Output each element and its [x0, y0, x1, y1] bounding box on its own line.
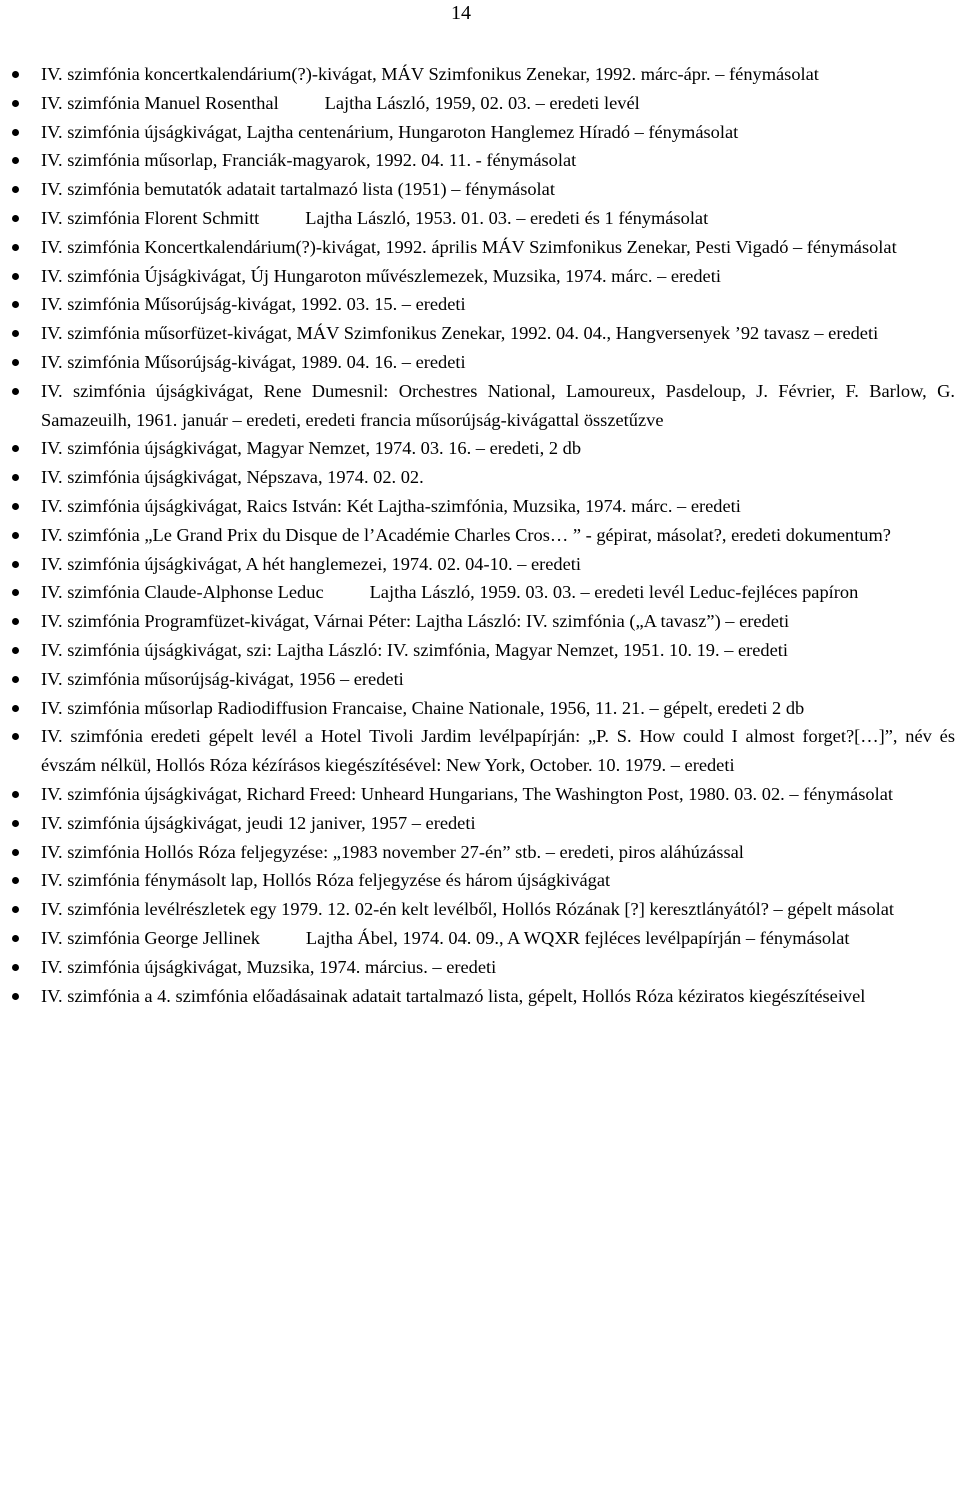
list-item: IV. szimfónia bemutatók adatait tartalmazó lista (1951) – fénymásolat: [0, 175, 955, 204]
list-item: IV. szimfónia újságkivágat, Richard Freed: Unheard Hungarians, The Washington Post, 1980. 03. 02. – fénymásolat: [0, 780, 955, 809]
list-item: IV. szimfónia újságkivágat, Rene Dumesnil: Orchestres National, Lamoureux, Pasdeloup, J. Février, F. Barlow, G. Samazeuilh, 1961. január – eredeti, eredeti francia műsorújság-kivágattal összetűzve: [0, 377, 955, 435]
list-item: IV. szimfónia újságkivágat, Magyar Nemzet, 1974. 03. 16. – eredeti, 2 db: [0, 434, 955, 463]
list-item: IV. szimfónia Koncertkalendárium(?)-kivágat, 1992. április MÁV Szimfonikus Zenekar, Pesti Vigadó – fénymásolat: [0, 233, 955, 262]
list-item: IV. szimfónia Újságkivágat, Új Hungaroton művészlemezek, Muzsika, 1974. márc. – eredeti: [0, 262, 955, 291]
list-item: IV. szimfónia fénymásolt lap, Hollós Róza feljegyzése és három újságkivágat: [0, 866, 955, 895]
document-list: [0, 60, 960, 1010]
list-item: IV. szimfónia Műsorújság-kivágat, 1989. 04. 16. – eredeti: [0, 348, 955, 377]
list-item: IV. szimfónia Hollós Róza feljegyzése: „1983 november 27-én” stb. – eredeti, piros aláhúzással: [0, 838, 955, 867]
list-item: IV. szimfónia műsorújság-kivágat, 1956 – eredeti: [0, 665, 955, 694]
list-item: IV. szimfónia műsorlap, Franciák-magyarok, 1992. 04. 11. - fénymásolat: [0, 146, 955, 175]
list-item: IV. szimfónia újságkivágat, Lajtha centenárium, Hungaroton Hanglemez Híradó – fénymásolat: [0, 118, 955, 147]
list-item: IV. szimfónia Florent Schmitt Lajtha László, 1953. 01. 03. – eredeti és 1 fénymásolat: [0, 204, 955, 233]
list-item: IV. szimfónia újságkivágat, A hét hanglemezei, 1974. 02. 04-10. – eredeti: [0, 550, 955, 579]
list-item: IV. szimfónia eredeti gépelt levél a Hotel Tivoli Jardim levélpapírján: „P. S. How could I almost forget?[…]”, név és évszám nélkül, Hollós Róza kézírásos kiegészítésével: New York, October. 10. 1979. – eredeti: [0, 722, 955, 780]
list-item: IV. szimfónia újságkivágat, szi: Lajtha László: IV. szimfónia, Magyar Nemzet, 1951. 10. 19. – eredeti: [0, 636, 955, 665]
page-number: 14: [451, 2, 471, 24]
list-item: IV. szimfónia újságkivágat, jeudi 12 janiver, 1957 – eredeti: [0, 809, 955, 838]
list-item: IV. szimfónia Programfüzet-kivágat, Várnai Péter: Lajtha László: IV. szimfónia („A tavasz”) – eredeti: [0, 607, 955, 636]
list-item: IV. szimfónia koncertkalendárium(?)-kivágat, MÁV Szimfonikus Zenekar, 1992. márc-ápr. – fénymásolat: [0, 60, 955, 89]
list-item: IV. szimfónia a 4. szimfónia előadásainak adatait tartalmazó lista, gépelt, Hollós Róza kéziratos kiegészítéseivel: [0, 982, 955, 1011]
list-item: IV. szimfónia műsorlap Radiodiffusion Francaise, Chaine Nationale, 1956, 11. 21. – gépelt, eredeti 2 db: [0, 694, 955, 723]
list-item: IV. szimfónia újságkivágat, Népszava, 1974. 02. 02.: [0, 463, 955, 492]
list-item: IV. szimfónia levélrészletek egy 1979. 12. 02-én kelt levélből, Hollós Rózának [?] keresztlányától? – gépelt másolat: [0, 895, 955, 924]
list-item: IV. szimfónia George Jellinek Lajtha Ábel, 1974. 04. 09., A WQXR fejléces levélpapírján – fénymásolat: [0, 924, 955, 953]
list-item: IV. szimfónia Manuel Rosenthal Lajtha László, 1959, 02. 03. – eredeti levél: [0, 89, 955, 118]
list-item: IV. szimfónia Claude-Alphonse Leduc Lajtha László, 1959. 03. 03. – eredeti levél Leduc-fejléces papíron: [0, 578, 955, 607]
list-item: IV. szimfónia „Le Grand Prix du Disque de l’Académie Charles Cros… ” - gépirat, másolat?, eredeti dokumentum?: [0, 521, 955, 550]
list-item: IV. szimfónia újságkivágat, Muzsika, 1974. március. – eredeti: [0, 953, 955, 982]
list-item: IV. szimfónia műsorfüzet-kivágat, MÁV Szimfonikus Zenekar, 1992. 04. 04., Hangversenyek ’92 tavasz – eredeti: [0, 319, 955, 348]
list-item: IV. szimfónia újságkivágat, Raics István: Két Lajtha-szimfónia, Muzsika, 1974. márc. – eredeti: [0, 492, 955, 521]
list-item: IV. szimfónia Műsorújság-kivágat, 1992. 03. 15. – eredeti: [0, 290, 955, 319]
